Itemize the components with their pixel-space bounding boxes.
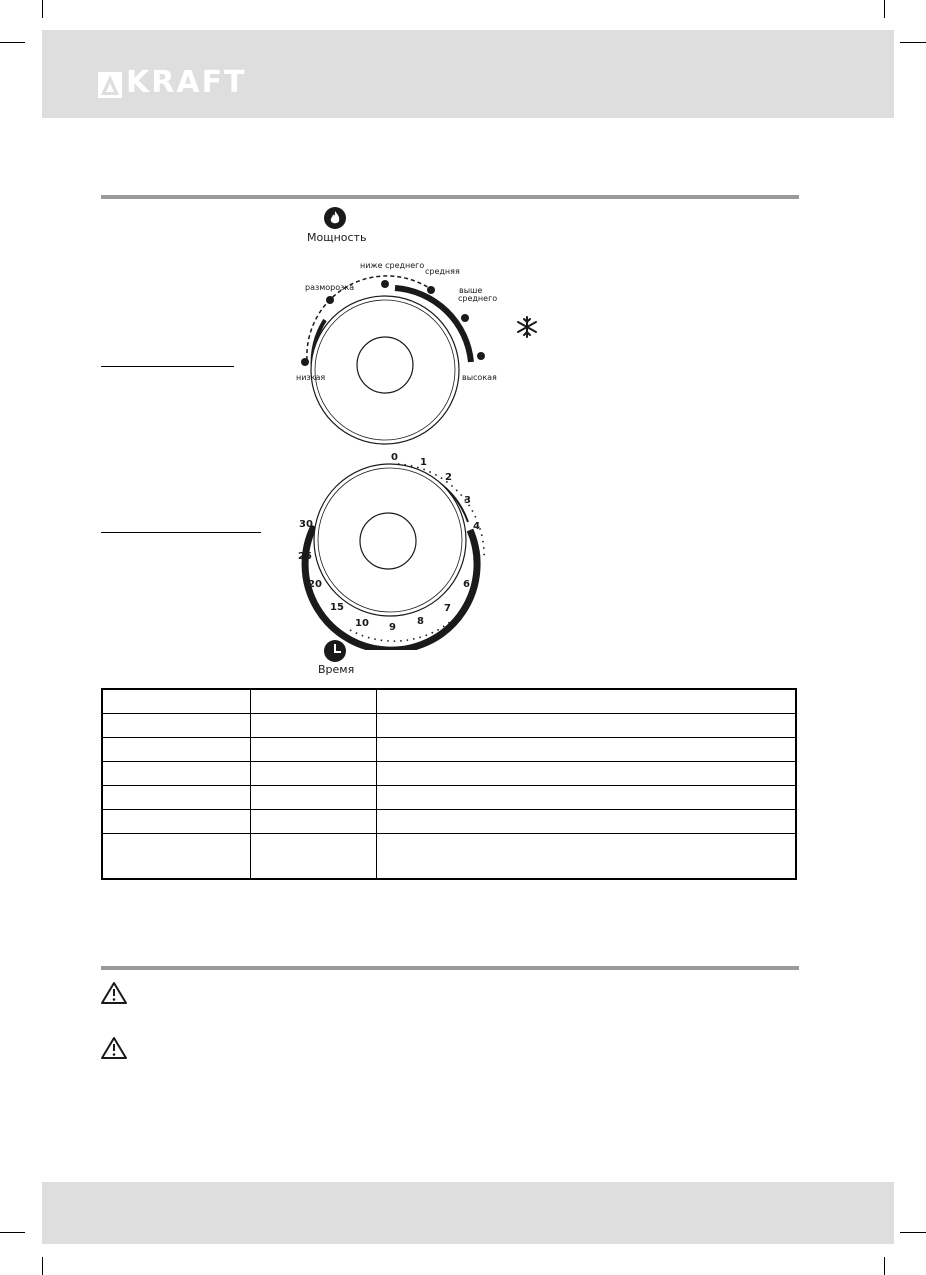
power-title: Мощность [307,231,367,244]
warning-icon [100,1036,128,1060]
clock-icon [324,640,346,662]
power-level-low: низкая [296,373,326,382]
section-rule [101,195,799,199]
timer-mark-4: 4 [473,521,480,532]
power-level-below-medium: ниже среднего [360,261,425,270]
power-dial [285,267,485,445]
table-cell [376,786,796,810]
timer-mark-9: 9 [389,622,396,633]
table-row [102,834,796,880]
header-band [42,30,894,118]
timer-mark-10: 10 [355,618,369,629]
snowflake-icon [516,316,538,338]
blank-underline [101,532,261,533]
spec-table [101,688,797,880]
table-cell [102,714,250,738]
table-cell [102,689,250,714]
timer-mark-8: 8 [417,616,424,627]
table-cell [250,834,376,880]
power-level-high: высокая [462,373,497,382]
table-row [102,714,796,738]
crop-mark [0,1232,25,1233]
brand-name: KRAFT [126,65,247,100]
timer-mark-3: 3 [464,495,471,506]
table-cell [376,689,796,714]
timer-mark-25: 25 [298,551,312,562]
blank-underline [101,366,234,367]
timer-mark-1: 1 [420,457,427,468]
table-cell [250,714,376,738]
table-cell [250,786,376,810]
timer-mark-20: 20 [308,579,322,590]
table-cell [250,738,376,762]
timer-mark-6: 6 [463,579,470,590]
crop-mark [884,0,885,18]
table-cell [376,762,796,786]
table-cell [376,738,796,762]
timer-title: Время [318,663,355,676]
crop-mark [884,1257,885,1275]
crop-mark [900,42,926,43]
table-row [102,762,796,786]
power-level-above-medium-2: среднего [458,294,498,303]
table-cell [102,810,250,834]
table-row [102,786,796,810]
timer-mark-7: 7 [444,603,451,614]
table-row [102,738,796,762]
timer-mark-30: 30 [299,519,313,530]
table-cell [250,762,376,786]
table-cell [376,714,796,738]
timer-mark-2: 2 [445,472,452,483]
table-cell [376,834,796,880]
table-row [102,810,796,834]
table-cell [102,834,250,880]
crop-mark [42,0,43,18]
flame-icon [324,207,346,229]
table-cell [102,762,250,786]
power-level-defrost: разморозка [305,283,355,292]
table-cell [102,786,250,810]
table-row [102,689,796,714]
table-cell [102,738,250,762]
crop-mark [900,1232,926,1233]
timer-dial [290,450,490,650]
warning-icon [100,981,128,1005]
crop-mark [42,1257,43,1275]
table-cell [250,810,376,834]
timer-mark-5: 5 [474,550,481,561]
footer-band [42,1182,894,1244]
crop-mark [0,42,25,43]
power-level-above-medium-1: выше [459,286,483,295]
kraft-logo-icon [98,72,122,98]
section-rule [101,966,799,970]
timer-mark-0: 0 [391,452,398,463]
timer-mark-15: 15 [330,602,344,613]
power-level-medium: средняя [425,267,460,276]
table-cell [250,689,376,714]
table-cell [376,810,796,834]
